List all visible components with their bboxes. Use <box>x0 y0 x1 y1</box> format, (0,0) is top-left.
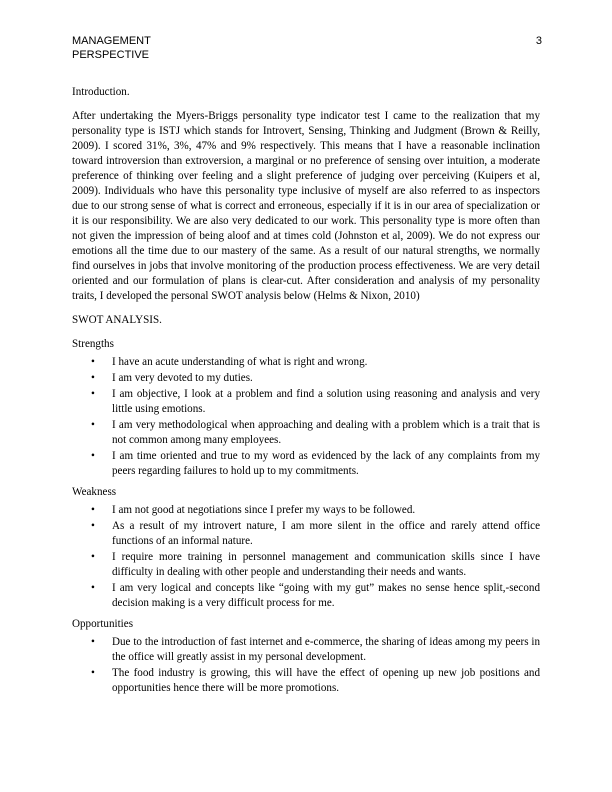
list-item: • As a result of my introvert nature, I am more silent in the office and rarely attend office functions of an informal nature. <box>91 520 540 547</box>
weakness-heading: Weakness <box>72 486 117 498</box>
bullet-icon: • <box>91 356 95 368</box>
list-item: • I am very devoted to my duties. <box>91 372 253 384</box>
list-item: • I am very methodological when approaching and dealing with a problem which is a trait that is not common among many employees. <box>91 419 540 446</box>
list-item: • I am not good at negotiations since I prefer my ways to be followed. <box>91 504 416 516</box>
introduction-heading: Introduction. <box>72 86 130 98</box>
bullet-icon: • <box>91 388 95 400</box>
list-item: • I am very logical and concepts like “going with my gut” makes no sense hence split,-second decision making is a very difficult process for me. <box>91 582 540 609</box>
bullet-icon: • <box>91 450 95 462</box>
strengths-list <box>72 355 540 479</box>
list-item: • I am objective, I look at a problem and find a solution using reasoning and analysis and very little using emotions. <box>91 388 540 415</box>
list-item: • I have an acute understanding of what is right and wrong. <box>91 356 368 368</box>
page-header <box>72 35 542 62</box>
list-item: • I am time oriented and true to my word as evidenced by the lack of any complaints from my peers regarding failures to hold up to my commitments. <box>91 450 540 477</box>
bullet-icon: • <box>91 419 95 431</box>
list-item: • The food industry is growing, this will have the effect of opening up new job positions and opportunities hence there will be more promotions. <box>91 667 540 694</box>
bullet-icon: • <box>91 636 95 648</box>
strengths-heading: Strengths <box>72 338 114 350</box>
bullet-icon: • <box>91 551 95 563</box>
introduction-paragraph: After undertaking the Myers-Briggs personality type indicator test I came to the realization that my personality type is ISTJ which stands for Introvert, Sensing, Thinking and Judgment (Brown & Reilly, 2009). I scored 31%, 3%, 47% and 9% respectively. This means that I have a reasonable inclination toward introversion than extroversion, a marginal or no preference of sensing over intuition, a moderate preference of thinking over feeling and a slight preference of judging over perceiving (Kuipers et al, 2009). Individuals who have this personality type inclusive of myself are also referred to as inspectors due to our strong sense of what is correct and erroneous, especially if it is in our area of specialization or it is our responsibility. We are also very dedicated to our work. This personality type is more often than not given the impression of being aloof and at times cold (Johnston et al, 2009). We do not express our emotions all the time due to our mastery of the same. As a result of our natural strengths, we normally find ourselves in jobs that involve monitoring of the production process effectiveness. We are very detail oriented and our formulation of plans is clear-cut. After consideration and analysis of my personality traits, I developed the personal SWOT analysis below (Helms & Nixon, 2010) <box>72 110 540 302</box>
opportunities-list <box>72 635 540 696</box>
bullet-icon: • <box>91 520 95 532</box>
bullet-icon: • <box>91 667 95 679</box>
running-head: MANAGEMENT PERSPECTIVE <box>72 35 151 61</box>
swot-heading: SWOT ANALYSIS. <box>72 314 162 326</box>
opportunities-heading: Opportunities <box>72 618 134 630</box>
list-item: • I require more training in personnel management and communication skills since I have difficulty in dealing with other people and understanding their needs and wants. <box>91 551 540 578</box>
page-number: 3 <box>535 35 542 47</box>
weakness-list <box>72 503 540 611</box>
bullet-icon: • <box>91 504 95 516</box>
bullet-icon: • <box>91 582 95 594</box>
list-item: • Due to the introduction of fast internet and e-commerce, the sharing of ideas among my peers in the office will greatly assist in my personal development. <box>91 636 540 663</box>
bullet-icon: • <box>91 372 95 384</box>
document-body <box>72 85 540 702</box>
